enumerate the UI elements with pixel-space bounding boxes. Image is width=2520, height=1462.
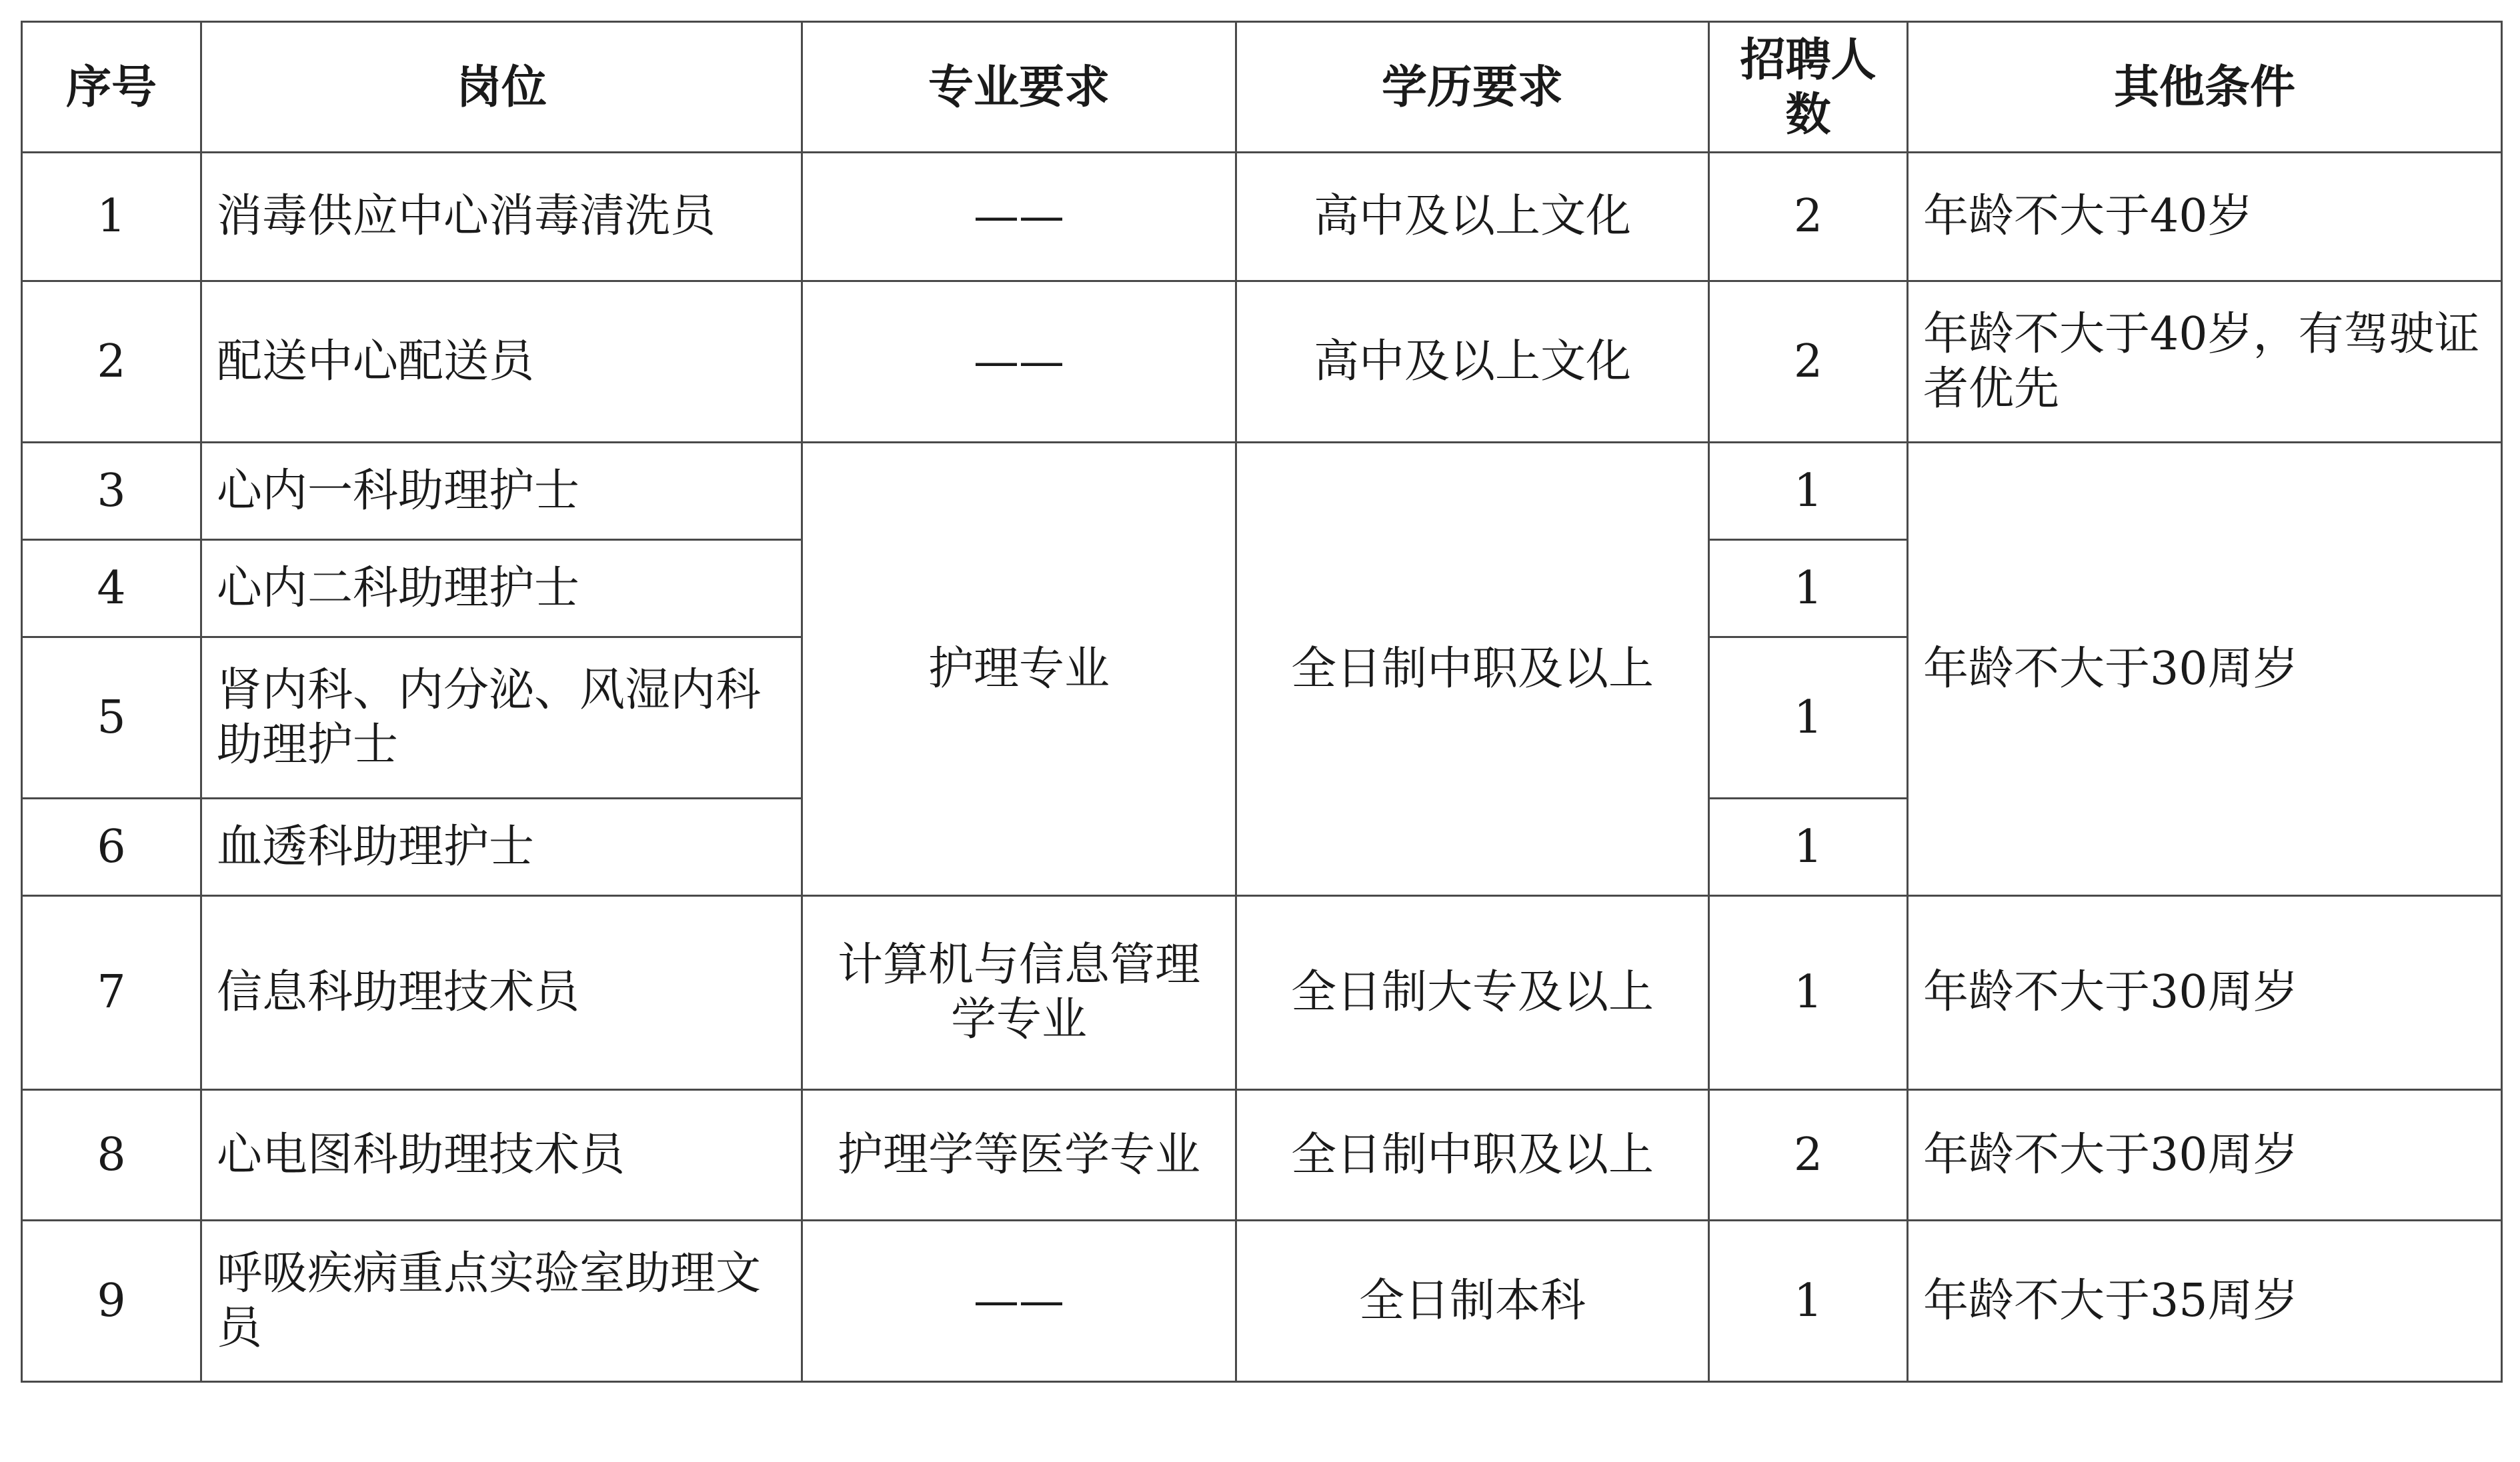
table-row (22, 443, 2502, 540)
row-education: 高中及以上文化 (1236, 153, 1709, 281)
row-major: 护理学等医学专业 (802, 1090, 1236, 1221)
row-no: 1 (22, 153, 201, 281)
row-other-merged: 年龄不大于30周岁 (1908, 443, 2502, 896)
row-major: —— (802, 153, 1236, 281)
header-position: 岗位 (201, 22, 802, 153)
row-major: 计算机与信息管理学专业 (802, 896, 1236, 1090)
row-count: 1 (1709, 637, 1908, 799)
recruitment-table (21, 21, 2503, 1383)
table-row (22, 153, 2502, 281)
row-count: 2 (1709, 1090, 1908, 1221)
row-education: 高中及以上文化 (1236, 281, 1709, 443)
row-no: 5 (22, 637, 201, 799)
row-count: 1 (1709, 1221, 1908, 1382)
header-other: 其他条件 (1908, 22, 2502, 153)
header-no: 序号 (22, 22, 201, 153)
row-no: 2 (22, 281, 201, 443)
row-education: 全日制大专及以上 (1236, 896, 1709, 1090)
row-position: 呼吸疾病重点实验室助理文员 (201, 1221, 802, 1382)
row-count: 2 (1709, 153, 1908, 281)
row-no: 9 (22, 1221, 201, 1382)
row-no: 7 (22, 896, 201, 1090)
row-position: 心内二科助理护士 (201, 540, 802, 637)
table-row (22, 896, 2502, 1090)
row-education: 全日制本科 (1236, 1221, 1709, 1382)
row-no: 3 (22, 443, 201, 540)
row-position: 心电图科助理技术员 (201, 1090, 802, 1221)
row-major: —— (802, 1221, 1236, 1382)
row-other: 年龄不大于40岁，有驾驶证者优先 (1908, 281, 2502, 443)
row-count: 1 (1709, 799, 1908, 896)
row-other: 年龄不大于35周岁 (1908, 1221, 2502, 1382)
row-major-merged: 护理专业 (802, 443, 1236, 896)
table-row (22, 281, 2502, 443)
row-position: 肾内科、内分泌、风湿内科助理护士 (201, 637, 802, 799)
row-other: 年龄不大于40岁 (1908, 153, 2502, 281)
row-position: 消毒供应中心消毒清洗员 (201, 153, 802, 281)
row-other: 年龄不大于30周岁 (1908, 896, 2502, 1090)
row-position: 信息科助理技术员 (201, 896, 802, 1090)
row-other: 年龄不大于30周岁 (1908, 1090, 2502, 1221)
row-major: —— (802, 281, 1236, 443)
row-count: 1 (1709, 540, 1908, 637)
row-count: 1 (1709, 443, 1908, 540)
row-position: 心内一科助理护士 (201, 443, 802, 540)
row-position: 血透科助理护士 (201, 799, 802, 896)
row-count: 1 (1709, 896, 1908, 1090)
row-no: 6 (22, 799, 201, 896)
header-major: 专业要求 (802, 22, 1236, 153)
table-row (22, 1090, 2502, 1221)
row-count: 2 (1709, 281, 1908, 443)
header-count: 招聘人数 (1709, 22, 1908, 153)
row-no: 8 (22, 1090, 201, 1221)
row-education: 全日制中职及以上 (1236, 1090, 1709, 1221)
row-no: 4 (22, 540, 201, 637)
header-education: 学历要求 (1236, 22, 1709, 153)
header-row (22, 22, 2502, 153)
row-position: 配送中心配送员 (201, 281, 802, 443)
table-row (22, 1221, 2502, 1382)
row-education-merged: 全日制中职及以上 (1236, 443, 1709, 896)
